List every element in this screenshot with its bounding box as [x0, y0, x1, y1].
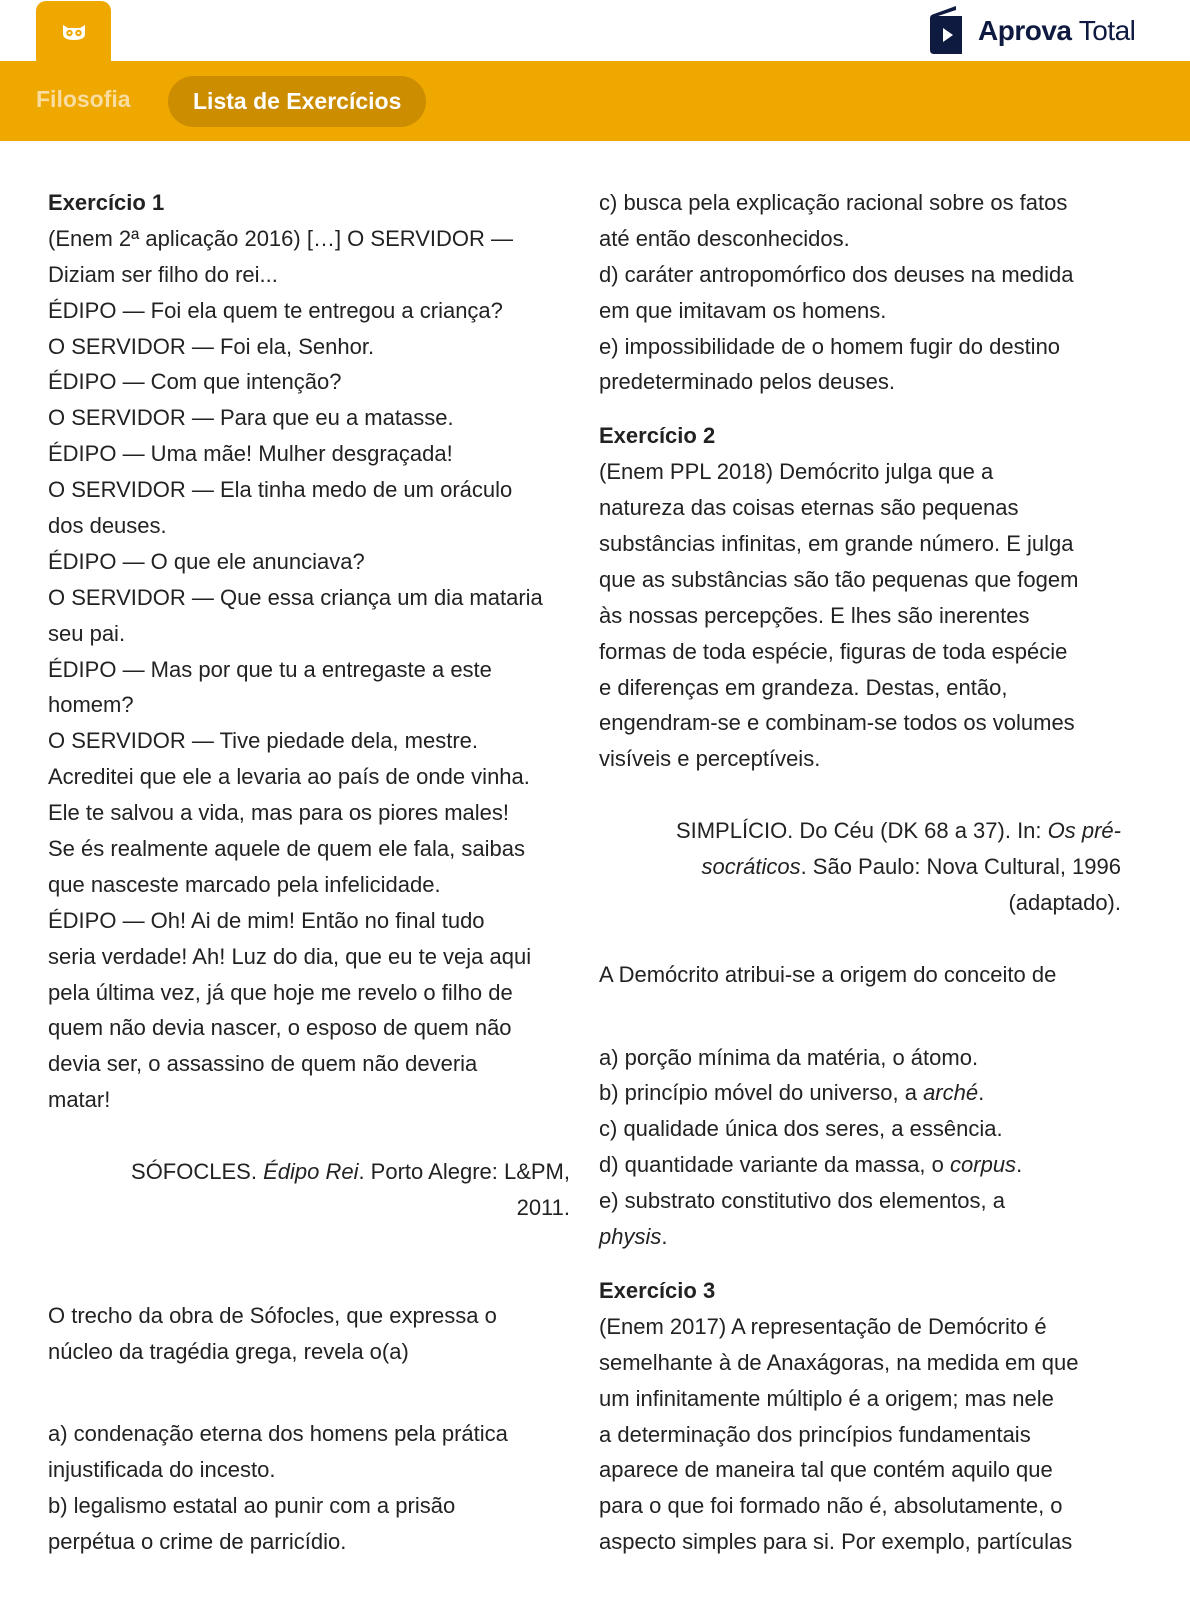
text-line: substâncias infinitas, em grande número. E julga [599, 531, 1074, 557]
option-a[interactable]: injustificada do incesto. [48, 1457, 276, 1483]
citation: SIMPLÍCIO. Do Céu (DK 68 a 37). In: Os pré- [675, 818, 1121, 844]
option-e[interactable]: physis. [599, 1224, 668, 1250]
option-a[interactable]: a) porção mínima da matéria, o átomo. [599, 1044, 979, 1070]
citation: socráticos. São Paulo: Nova Cultural, 1996 [701, 854, 1121, 880]
option-line[interactable]: em que imitavam os homens. [599, 297, 887, 323]
owl-icon [61, 23, 87, 41]
text-line: ÉDIPO — Uma mãe! Mulher desgraçada! [48, 441, 453, 467]
text-line: quem não devia nascer, o esposo de quem não [48, 1015, 512, 1041]
text-line: O SERVIDOR — Tive piedade dela, mestre. [48, 728, 478, 754]
text-line: às nossas percepções. E lhes são inerentes [599, 602, 1030, 628]
text-line: ÉDIPO — O que ele anunciava? [48, 548, 365, 574]
text-line: a determinação dos princípios fundamentais [599, 1421, 1031, 1447]
text-line: Diziam ser filho do rei... [48, 261, 278, 287]
option-d[interactable]: d) quantidade variante da massa, o corpus. [599, 1152, 1023, 1178]
text-line: seu pai. [48, 620, 126, 646]
question-text: A Demócrito atribui-se a origem do conceito de [599, 961, 1057, 987]
option-line[interactable]: até então desconhecidos. [599, 225, 850, 251]
text-line: aspecto simples para si. Por exemplo, partículas [599, 1529, 1073, 1555]
text-line: que as substâncias são tão pequenas que fogem [599, 566, 1079, 592]
question-text: núcleo da tragédia grega, revela o(a) [48, 1338, 409, 1364]
text-line: seria verdade! Ah! Luz do dia, que eu te veja aqui [48, 943, 532, 969]
aprova-total-logo[interactable] [928, 6, 1135, 56]
option-line[interactable]: d) caráter antropomórfico dos deuses na medida [599, 261, 1074, 287]
text-line: devia ser, o assassino de quem não deveria [48, 1051, 478, 1077]
text-line: semelhante à de Anaxágoras, na medida em que [599, 1349, 1079, 1375]
text-line: matar! [48, 1087, 111, 1113]
text-line: pela última vez, já que hoje me revelo o filho de [48, 979, 513, 1005]
citation-year: 2011. [516, 1194, 570, 1220]
breadcrumb-filosofia[interactable]: Filosofia [36, 86, 131, 112]
book-play-icon [928, 6, 964, 56]
option-b[interactable]: perpétua o crime de parricídio. [48, 1529, 347, 1555]
text-line: formas de toda espécie, figuras de toda espécie [599, 638, 1068, 664]
left-column [48, 185, 570, 1560]
breadcrumb-lista-exercicios[interactable]: Lista de Exercícios [168, 76, 426, 127]
exercise-1-text [48, 221, 570, 1118]
text-line: aparece de maneira tal que contém aquilo que [599, 1457, 1053, 1483]
text-line: (Enem PPL 2018) Demócrito julga que a [599, 459, 994, 485]
text-line: um infinitamente múltiplo é a origem; mas nele [599, 1385, 1054, 1411]
citation: SÓFOCLES. Édipo Rei. Porto Alegre: L&PM, [131, 1159, 570, 1185]
question-text: O trecho da obra de Sófocles, que expressa o [48, 1302, 497, 1328]
citation: (adaptado). [1008, 889, 1121, 915]
text-line: engendram-se e combinam-se todos os volumes [599, 710, 1075, 736]
option-b[interactable]: b) princípio móvel do universo, a arché. [599, 1080, 985, 1106]
exercise-1-heading: Exercício 1 [48, 190, 165, 215]
option-a[interactable]: a) condenação eterna dos homens pela prática [48, 1421, 508, 1447]
text-line: ÉDIPO — Com que intenção? [48, 369, 342, 395]
text-line: homem? [48, 692, 134, 718]
text-line: O SERVIDOR — Ela tinha medo de um oráculo [48, 477, 513, 503]
right-column [599, 185, 1121, 1560]
text-line: (Enem 2017) A representação de Demócrito é [599, 1313, 1047, 1339]
text-line: ÉDIPO — Foi ela quem te entregou a criança? [48, 297, 503, 323]
text-line: Acreditei que ele a levaria ao país de onde vinha. [48, 764, 530, 790]
text-line: natureza das coisas eternas são pequenas [599, 495, 1019, 521]
exercise-2-text [599, 454, 1121, 777]
text-line: O SERVIDOR — Foi ela, Senhor. [48, 333, 375, 359]
text-line: (Enem 2ª aplicação 2016) […] O SERVIDOR — [48, 225, 514, 251]
option-line[interactable]: e) impossibilidade de o homem fugir do destino [599, 333, 1061, 359]
text-line: Ele te salvou a vida, mas para os piores males! [48, 800, 510, 826]
option-line[interactable]: c) busca pela explicação racional sobre os fatos [599, 190, 1068, 215]
text-line: ÉDIPO — Oh! Ai de mim! Então no final tudo [48, 907, 485, 933]
text-line: Se és realmente aquele de quem ele fala, saibas [48, 836, 525, 862]
option-b[interactable]: b) legalismo estatal ao punir com a prisão [48, 1493, 456, 1519]
logo-text: Aprova Total [978, 15, 1136, 46]
home-tab[interactable] [36, 1, 111, 63]
option-c[interactable]: c) qualidade única dos seres, a essência. [599, 1116, 1003, 1142]
option-e[interactable]: e) substrato constitutivo dos elementos, a [599, 1188, 1005, 1214]
text-line: O SERVIDOR — Que essa criança um dia mataria [48, 584, 543, 610]
text-line: que nasceste marcado pela infelicidade. [48, 871, 441, 897]
text-line: e diferenças em grandeza. Destas, então, [599, 674, 1008, 700]
text-line: O SERVIDOR — Para que eu a matasse. [48, 405, 454, 431]
option-line[interactable]: predeterminado pelos deuses. [599, 369, 895, 395]
exercise-2-heading: Exercício 2 [599, 423, 716, 449]
exercise-3-text [599, 1309, 1121, 1560]
text-line: visíveis e perceptíveis. [599, 746, 821, 772]
text-line: ÉDIPO — Mas por que tu a entregaste a este [48, 656, 492, 682]
text-line: dos deuses. [48, 513, 167, 539]
text-line: para o que foi formado não é, absolutamente, o [599, 1493, 1063, 1519]
exercise-1-options-cont [599, 185, 1121, 400]
exercise-3-heading: Exercício 3 [599, 1277, 716, 1303]
